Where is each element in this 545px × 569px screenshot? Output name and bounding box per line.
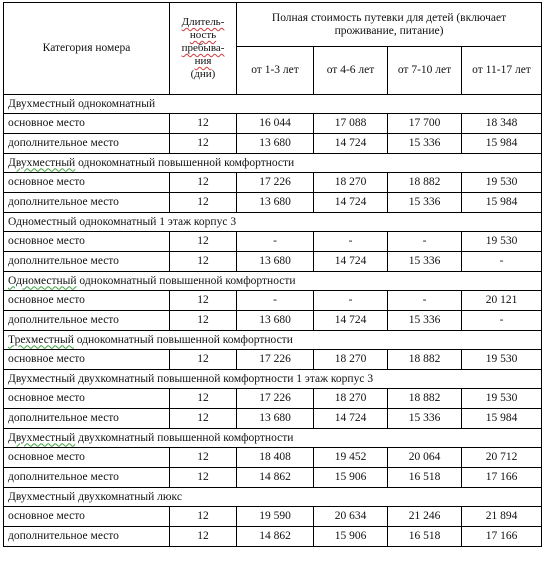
duration-header-line-1: Длитель- bbox=[181, 16, 225, 28]
price-cell: 20 634 bbox=[314, 507, 388, 527]
price-cell: 17 226 bbox=[237, 350, 314, 370]
age-header-11-17: от 11-17 лет bbox=[462, 47, 542, 95]
category-title-rest: однокомнатный повышенной комфортности bbox=[73, 333, 293, 346]
price-cell: 21 246 bbox=[388, 507, 462, 527]
table-body bbox=[4, 95, 542, 547]
price-cell: 19 530 bbox=[462, 350, 542, 370]
price-cell: 14 724 bbox=[314, 311, 388, 331]
age-header-7-10: от 7-10 лет bbox=[388, 47, 462, 95]
table-header bbox=[4, 3, 542, 95]
price-cell: 14 862 bbox=[237, 527, 314, 547]
room-category-title: Одноместный однокомнатный 1 этаж корпус 3 bbox=[4, 213, 542, 232]
room-category-row bbox=[4, 429, 542, 448]
price-cell: 15 906 bbox=[314, 527, 388, 547]
category-title-marked: Одноместный bbox=[8, 274, 77, 287]
duration-cell: 12 bbox=[170, 252, 237, 272]
place-type-cell: дополнительное место bbox=[4, 468, 170, 488]
table-row bbox=[4, 311, 542, 331]
place-type-cell: основное место bbox=[4, 114, 170, 134]
category-header: Категория номера bbox=[4, 3, 170, 95]
duration-header bbox=[170, 3, 237, 95]
price-cell: 16 044 bbox=[237, 114, 314, 134]
price-cell: 19 530 bbox=[462, 173, 542, 193]
table-row bbox=[4, 134, 542, 154]
price-cell: 13 680 bbox=[237, 252, 314, 272]
table-row bbox=[4, 468, 542, 488]
place-type-cell: основное место bbox=[4, 350, 170, 370]
category-title-rest: однокомнатный повышенной комфортности bbox=[75, 156, 295, 169]
price-cell: - bbox=[462, 252, 542, 272]
price-table bbox=[3, 2, 542, 547]
price-cell: 14 862 bbox=[237, 468, 314, 488]
duration-cell: 12 bbox=[170, 114, 237, 134]
room-category-row bbox=[4, 213, 542, 232]
table-row bbox=[4, 232, 542, 252]
duration-cell: 12 bbox=[170, 193, 237, 213]
room-category-row bbox=[4, 488, 542, 507]
price-cell: 17 166 bbox=[462, 527, 542, 547]
price-cell: 19 452 bbox=[314, 448, 388, 468]
price-cell: 18 408 bbox=[237, 448, 314, 468]
table-row bbox=[4, 173, 542, 193]
duration-cell: 12 bbox=[170, 173, 237, 193]
price-cell: - bbox=[388, 291, 462, 311]
duration-cell: 12 bbox=[170, 389, 237, 409]
table-row bbox=[4, 193, 542, 213]
place-type-cell: дополнительное место bbox=[4, 193, 170, 213]
price-cell: 19 530 bbox=[462, 232, 542, 252]
place-type-cell: основное место bbox=[4, 291, 170, 311]
price-cell: 14 724 bbox=[314, 252, 388, 272]
table-row bbox=[4, 114, 542, 134]
price-cell: 18 270 bbox=[314, 389, 388, 409]
price-cell: 15 906 bbox=[314, 468, 388, 488]
category-title-rest: двухкомнатный повышенной комфортности bbox=[75, 431, 294, 444]
price-cell: 18 882 bbox=[388, 389, 462, 409]
price-cell: 19 530 bbox=[462, 389, 542, 409]
room-category-row bbox=[4, 95, 542, 114]
duration-cell: 12 bbox=[170, 409, 237, 429]
table-row bbox=[4, 291, 542, 311]
age-header-4-6: от 4-6 лет bbox=[314, 47, 388, 95]
duration-cell: 12 bbox=[170, 311, 237, 331]
room-category-title: Двухместный двухкомнатный повышенной комфортности 1 этаж корпус 3 bbox=[4, 370, 542, 389]
place-type-cell: основное место bbox=[4, 232, 170, 252]
price-cell: 15 336 bbox=[388, 252, 462, 272]
price-cell: 14 724 bbox=[314, 409, 388, 429]
age-header-1-3: от 1-3 лет bbox=[237, 47, 314, 95]
table-row bbox=[4, 389, 542, 409]
price-cell: 15 336 bbox=[388, 193, 462, 213]
price-header: Полная стоимость путевки для детей (включает проживание, питание) bbox=[237, 3, 542, 47]
category-title-rest: однокомнатный повышенной комфортности bbox=[76, 274, 296, 287]
place-type-cell: дополнительное место bbox=[4, 527, 170, 547]
price-cell: 19 590 bbox=[237, 507, 314, 527]
price-cell: 20 712 bbox=[462, 448, 542, 468]
room-category-title bbox=[4, 154, 542, 173]
price-cell: - bbox=[388, 232, 462, 252]
duration-cell: 12 bbox=[170, 350, 237, 370]
room-category-title bbox=[4, 429, 542, 448]
price-cell: 17 226 bbox=[237, 389, 314, 409]
price-cell: 18 882 bbox=[388, 350, 462, 370]
price-cell: 20 064 bbox=[388, 448, 462, 468]
table-row bbox=[4, 448, 542, 468]
room-category-row bbox=[4, 154, 542, 173]
table-row bbox=[4, 252, 542, 272]
price-cell: 15 336 bbox=[388, 311, 462, 331]
duration-cell: 12 bbox=[170, 291, 237, 311]
price-cell: 18 348 bbox=[462, 114, 542, 134]
price-cell: 14 724 bbox=[314, 134, 388, 154]
price-cell: 18 270 bbox=[314, 173, 388, 193]
price-cell: 13 680 bbox=[237, 134, 314, 154]
price-cell: 13 680 bbox=[237, 193, 314, 213]
duration-cell: 12 bbox=[170, 232, 237, 252]
category-title-marked: Двухместный bbox=[8, 431, 76, 444]
duration-header-line-2: ность bbox=[189, 29, 217, 41]
price-cell: 20 121 bbox=[462, 291, 542, 311]
duration-cell: 12 bbox=[170, 527, 237, 547]
table-row bbox=[4, 527, 542, 547]
place-type-cell: дополнительное место bbox=[4, 409, 170, 429]
table-row bbox=[4, 409, 542, 429]
duration-header-line-4: ния bbox=[194, 55, 212, 67]
room-category-title bbox=[4, 272, 542, 291]
room-category-row bbox=[4, 331, 542, 350]
duration-cell: 12 bbox=[170, 134, 237, 154]
place-type-cell: дополнительное место bbox=[4, 252, 170, 272]
price-cell: 17 166 bbox=[462, 468, 542, 488]
price-cell: 17 088 bbox=[314, 114, 388, 134]
price-cell: 15 984 bbox=[462, 409, 542, 429]
price-cell: - bbox=[314, 291, 388, 311]
place-type-cell: основное место bbox=[4, 389, 170, 409]
place-type-cell: дополнительное место bbox=[4, 134, 170, 154]
duration-header-line-3: пребыва- bbox=[181, 42, 225, 54]
place-type-cell: дополнительное место bbox=[4, 311, 170, 331]
price-cell: - bbox=[314, 232, 388, 252]
price-cell: 15 336 bbox=[388, 409, 462, 429]
duration-cell: 12 bbox=[170, 507, 237, 527]
price-cell: 18 882 bbox=[388, 173, 462, 193]
category-title-marked: Трехместный bbox=[8, 333, 74, 346]
price-cell: 16 518 bbox=[388, 468, 462, 488]
price-cell: 15 984 bbox=[462, 193, 542, 213]
price-cell: 16 518 bbox=[388, 527, 462, 547]
place-type-cell: основное место bbox=[4, 448, 170, 468]
price-cell: - bbox=[237, 291, 314, 311]
price-cell: 13 680 bbox=[237, 409, 314, 429]
table-row bbox=[4, 507, 542, 527]
duration-header-line-5: (дни) bbox=[190, 68, 216, 80]
price-cell: 13 680 bbox=[237, 311, 314, 331]
room-category-title: Двухместный двухкомнатный люкс bbox=[4, 488, 542, 507]
price-cell: 15 984 bbox=[462, 134, 542, 154]
category-title-marked: Двухместный bbox=[8, 156, 76, 169]
price-cell: - bbox=[237, 232, 314, 252]
price-cell: - bbox=[462, 311, 542, 331]
duration-cell: 12 bbox=[170, 448, 237, 468]
room-category-row bbox=[4, 272, 542, 291]
room-category-title: Двухместный однокомнатный bbox=[4, 95, 542, 114]
price-cell: 17 700 bbox=[388, 114, 462, 134]
room-category-row bbox=[4, 370, 542, 389]
room-category-title bbox=[4, 331, 542, 350]
price-cell: 21 894 bbox=[462, 507, 542, 527]
price-cell: 17 226 bbox=[237, 173, 314, 193]
table-row bbox=[4, 350, 542, 370]
price-cell: 15 336 bbox=[388, 134, 462, 154]
duration-cell: 12 bbox=[170, 468, 237, 488]
price-cell: 14 724 bbox=[314, 193, 388, 213]
place-type-cell: основное место bbox=[4, 173, 170, 193]
place-type-cell: основное место bbox=[4, 507, 170, 527]
price-cell: 18 270 bbox=[314, 350, 388, 370]
